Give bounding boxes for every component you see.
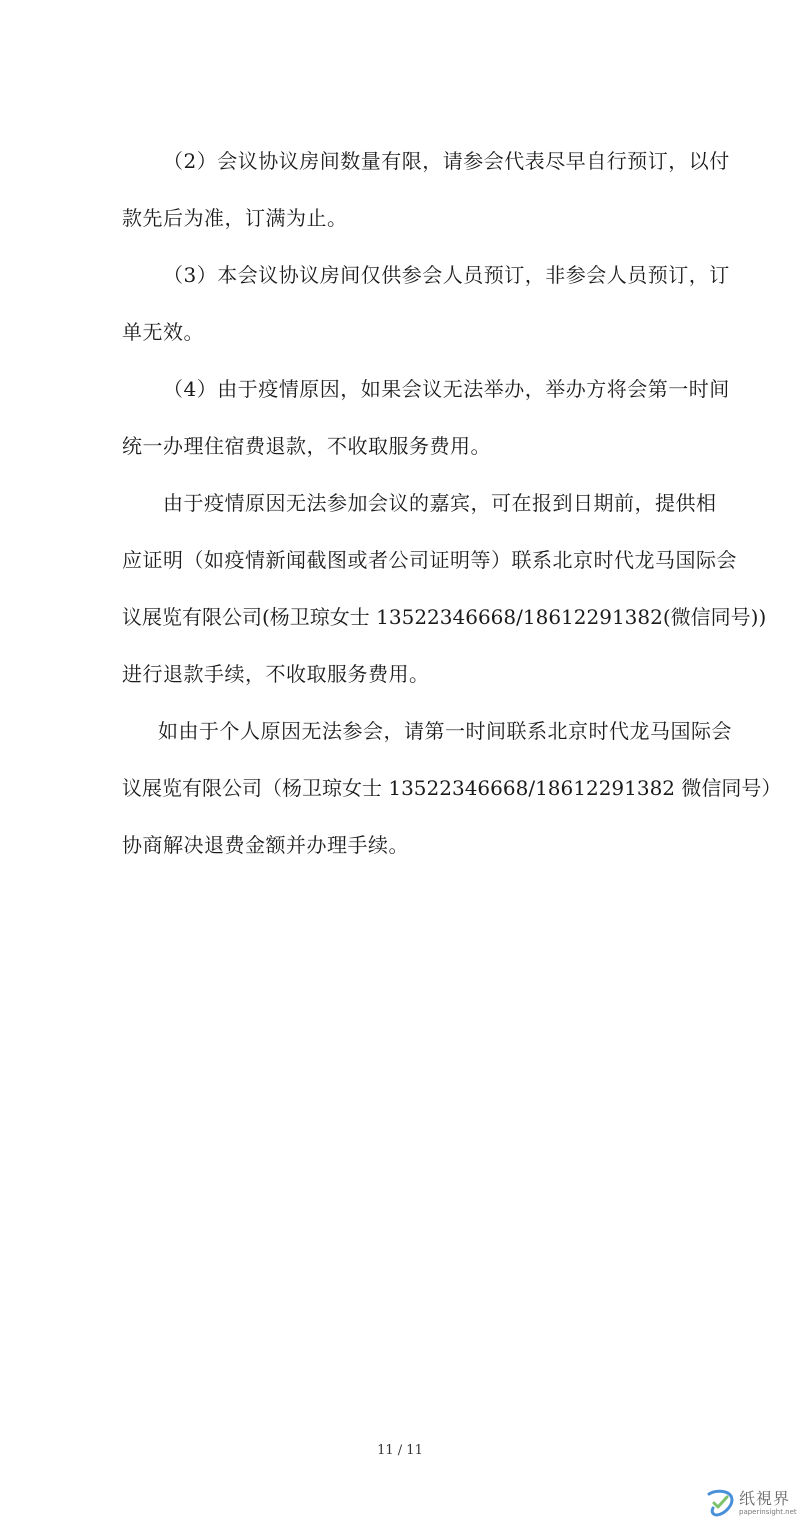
- paragraph-2-line-2: 款先后为准，订满为止。: [122, 206, 348, 230]
- paragraph-5-line-1: 由于疫情原因无法参加会议的嘉宾，可在报到日期前，提供相: [163, 491, 717, 515]
- watermark-name: 纸視界: [739, 1489, 791, 1508]
- paragraph-5-line-3: 议展览有限公司(杨卫琼女士 13522346668/18612291382(微信同号)): [122, 605, 767, 629]
- page-number: 11 / 11: [377, 1443, 423, 1458]
- paragraph-5-line-2: 应证明（如疫情新闻截图或者公司证明等）联系北京时代龙马国际会: [122, 548, 737, 572]
- paragraph-3-line-1: （3）本会议协议房间仅供参会人员预订，非参会人员预订，订: [163, 263, 730, 287]
- paperinsight-logo-icon: [705, 1488, 735, 1518]
- watermark: [705, 1486, 795, 1522]
- paragraph-6-line-2: 议展览有限公司（杨卫琼女士 13522346668/18612291382 微信同号）: [122, 776, 782, 800]
- paragraph-4-line-2: 统一办理住宿费退款，不收取服务费用。: [122, 434, 491, 458]
- paragraph-6-line-3: 协商解决退费金额并办理手续。: [122, 833, 409, 857]
- paragraph-6-line-1: 如由于个人原因无法参会，请第一时间联系北京时代龙马国际会: [158, 719, 732, 743]
- paragraph-5-line-4: 进行退款手续，不收取服务费用。: [122, 662, 430, 686]
- paragraph-2-line-1: （2）会议协议房间数量有限，请参会代表尽早自行预订，以付: [163, 149, 730, 173]
- watermark-url: paperinsight.net: [739, 1508, 797, 1516]
- paragraph-3-line-2: 单无效。: [122, 320, 204, 344]
- paragraph-4-line-1: （4）由于疫情原因，如果会议无法举办，举办方将会第一时间: [163, 377, 730, 401]
